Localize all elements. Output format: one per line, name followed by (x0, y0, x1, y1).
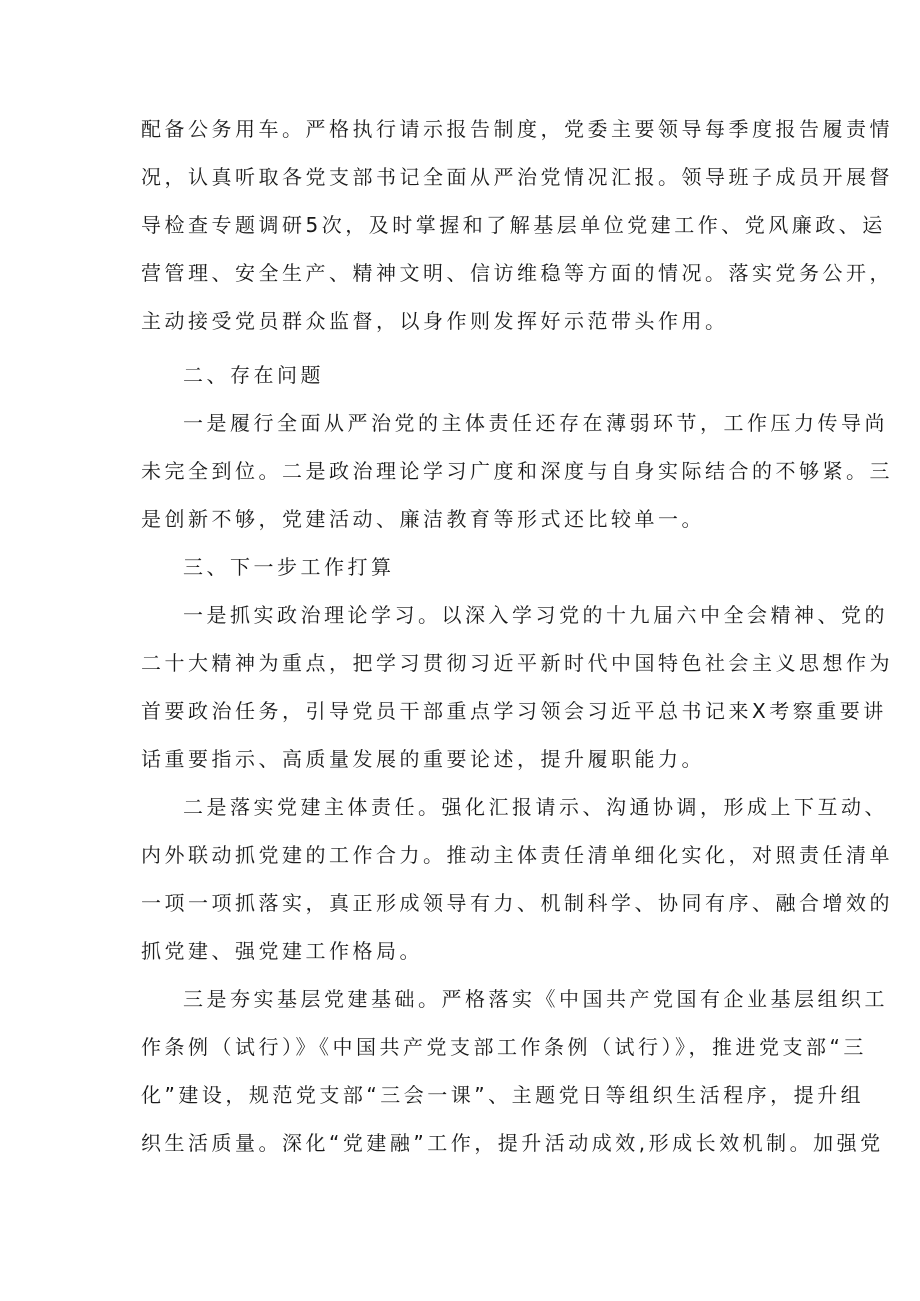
text-line: 首要政治任务，引导党员干部重点学习领会习近平总书记来X考察重要讲 (141, 699, 887, 723)
text-line: 三是夯实基层党建基础。严格落实《中国共产党国有企业基层组织工 (183, 987, 888, 1011)
text-line: 内外联动抓党建的工作合力。推动主体责任清单细化实化，对照责任清单 (141, 843, 893, 867)
text-line: 未完全到位。二是政治理论学习广度和深度与自身实际结合的不够紧。三 (141, 459, 893, 483)
section-heading: 三、下一步工作打算 (183, 555, 395, 579)
text-line: 一项一项抓落实，真正形成领导有力、机制科学、协同有序、融合增效的 (141, 891, 893, 915)
text-line: 一是履行全面从严治党的主体责任还存在薄弱环节，工作压力传导尚 (183, 411, 888, 435)
text-line: 话重要指示、高质量发展的重要论述，提升履职能力。 (141, 747, 705, 771)
text-line: 营管理、安全生产、精神文明、信访维稳等方面的情况。落实党务公开， (141, 261, 893, 285)
text-line: 抓党建、强党建工作格局。 (141, 939, 423, 963)
text-line: 一是抓实政治理论学习。以深入学习党的十九届六中全会精神、党的 (183, 603, 888, 627)
text-line: 化”建设，规范党支部“三会一课”、主题党日等组织生活程序，提升组 (141, 1083, 865, 1107)
text-line: 是创新不够，党建活动、廉洁教育等形式还比较单一。 (141, 507, 705, 531)
text-line: 织生活质量。深化“党建融”工作，提升活动成效,形成长效机制。加强党 (141, 1131, 884, 1155)
text-line: 作条例（试行）》《中国共产党支部工作条例（试行）》，推进党支部“三 (141, 1035, 867, 1059)
section-heading: 二、存在问题 (183, 363, 324, 387)
text-line: 导检查专题调研5次，及时掌握和了解基层单位党建工作、党风廉政、运 (141, 213, 886, 237)
text-line: 二是落实党建主体责任。强化汇报请示、沟通协调，形成上下互动、 (183, 795, 888, 819)
text-line: 主动接受党员群众监督，以身作则发挥好示范带头作用。 (141, 309, 729, 333)
text-line: 配备公务用车。严格执行请示报告制度，党委主要领导每季度报告履责情 (141, 117, 893, 141)
text-line: 况，认真听取各党支部书记全面从严治党情况汇报。领导班子成员开展督 (141, 165, 893, 189)
text-line: 二十大精神为重点，把学习贯彻习近平新时代中国特色社会主义思想作为 (141, 651, 893, 675)
